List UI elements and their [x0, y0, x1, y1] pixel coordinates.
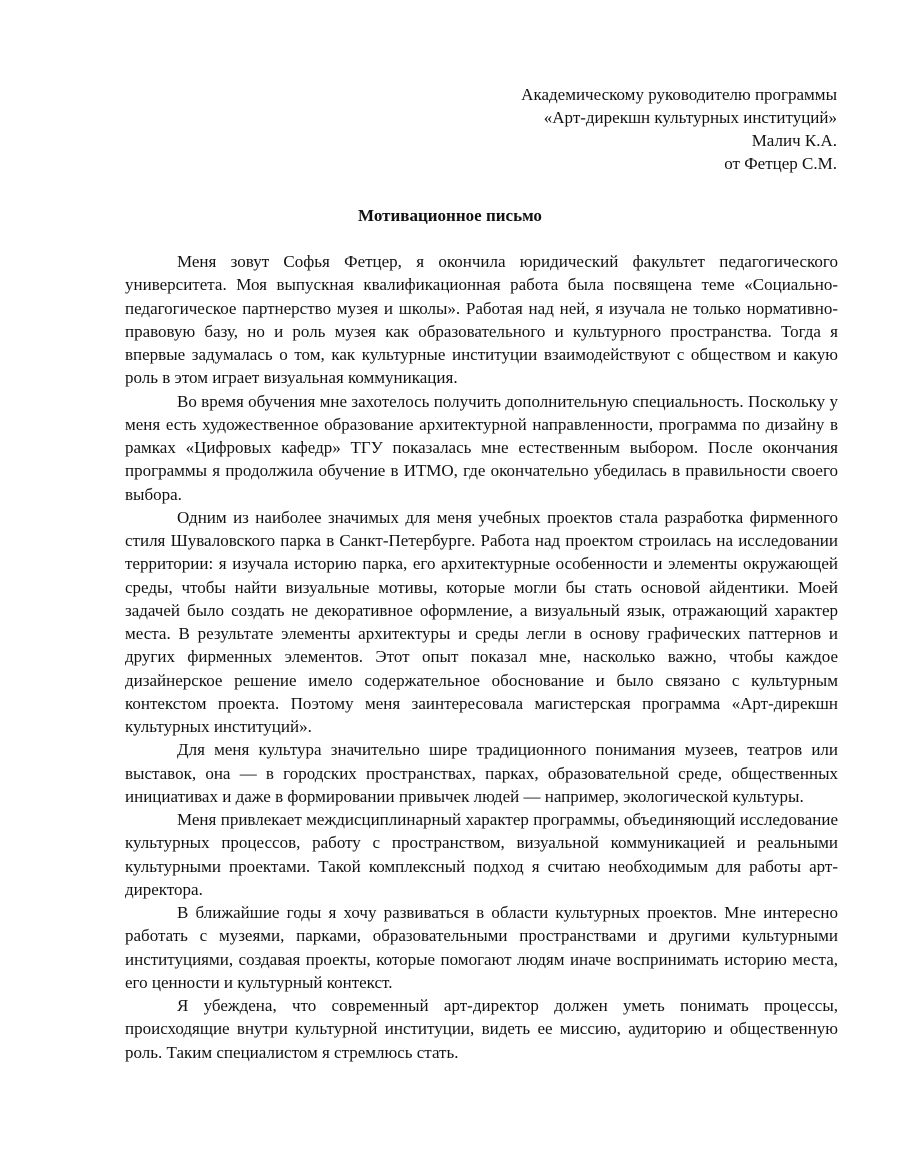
addressee-line: Академическому руководителю программы	[521, 85, 837, 104]
addressee-name: Малич К.А.	[751, 131, 837, 150]
paragraph-2: Во время обучения мне захотелось получить дополнительную специальность. Поскольку у меня есть художественное образование архитектурной направленности, программа по дизайну в рамках «Цифровых кафедр» ТГУ показалась мне естественным выбором. После окончания программы я продолжила обучение в ИТМО, где окончательно убедилась в правильности своего выбора.	[125, 391, 838, 504]
paragraph-5: Меня привлекает междисциплинарный характер программы, объединяющий исследование культурных процессов, работу с пространством, визуальной коммуникацией и реальными культурными проектами. Такой комплексный подход я считаю необходимым для работы арт-директора.	[125, 810, 838, 899]
letter-body	[125, 250, 838, 1064]
paragraph-4: Для меня культура значительно шире традиционного понимания музеев, театров или выставок, она — в городских пространствах, парках, образовательной среде, общественных инициативах и даже в формировании привычек людей — например, экологической культуры.	[125, 740, 838, 806]
program-name-line: «Арт-дирекшн культурных институций»	[543, 108, 837, 127]
paragraph-3: Одним из наиболее значимых для меня учебных проектов стала разработка фирменного стиля Шуваловского парка в Санкт-Петербурге. Работа над проектом строилась на исследовании территории: я изучала историю парка, его архитектурные особенности и элементы окружающей среды, чтобы найти визуальные мотивы, которые могли бы стать основой айдентики. Моей задачей было создать не декоративное оформление, а визуальный язык, отражающий характер места. В результате элементы архитектуры и среды легли в основу графических паттернов и других фирменных элементов. Этот опыт показал мне, насколько важно, чтобы каждое дизайнерское решение имело содержательное обоснование и было связано с культурным контекстом проекта. Поэтому меня заинтересовала магистерская программа «Арт-дирекшн культурных институций».	[125, 507, 838, 736]
paragraph-1: Меня зовут Софья Фетцер, я окончила юридический факультет педагогического университета. Моя выпускная квалификационная работа была посвящена теме «Социально-педагогическое партнерство музея и школы». Работая над ней, я изучала не только нормативно-правовую базу, но и роль музея как образовательного и культурного пространства. Тогда я впервые задумалась о том, как культурные институции взаимодействуют с обществом и какую роль в этом играет визуальная коммуникация.	[125, 252, 838, 388]
paragraph-6: В ближайшие годы я хочу развиваться в области культурных проектов. Мне интересно работать с музеями, парками, образовательными пространствами и другими культурными институциями, создавая проекты, которые помогают людям иначе воспринимать историю места, его ценности и культурный контекст.	[125, 903, 838, 992]
addressee-block	[337, 83, 837, 175]
sender-line: от Фетцер С.М.	[724, 154, 837, 173]
letter-title: Мотивационное письмо	[358, 206, 542, 225]
paragraph-7: Я убеждена, что современный арт-директор должен уметь понимать процессы, происходящие внутри культурной институции, видеть ее миссию, аудиторию и общественную роль. Таким специалистом я стремлюсь стать.	[125, 996, 838, 1062]
